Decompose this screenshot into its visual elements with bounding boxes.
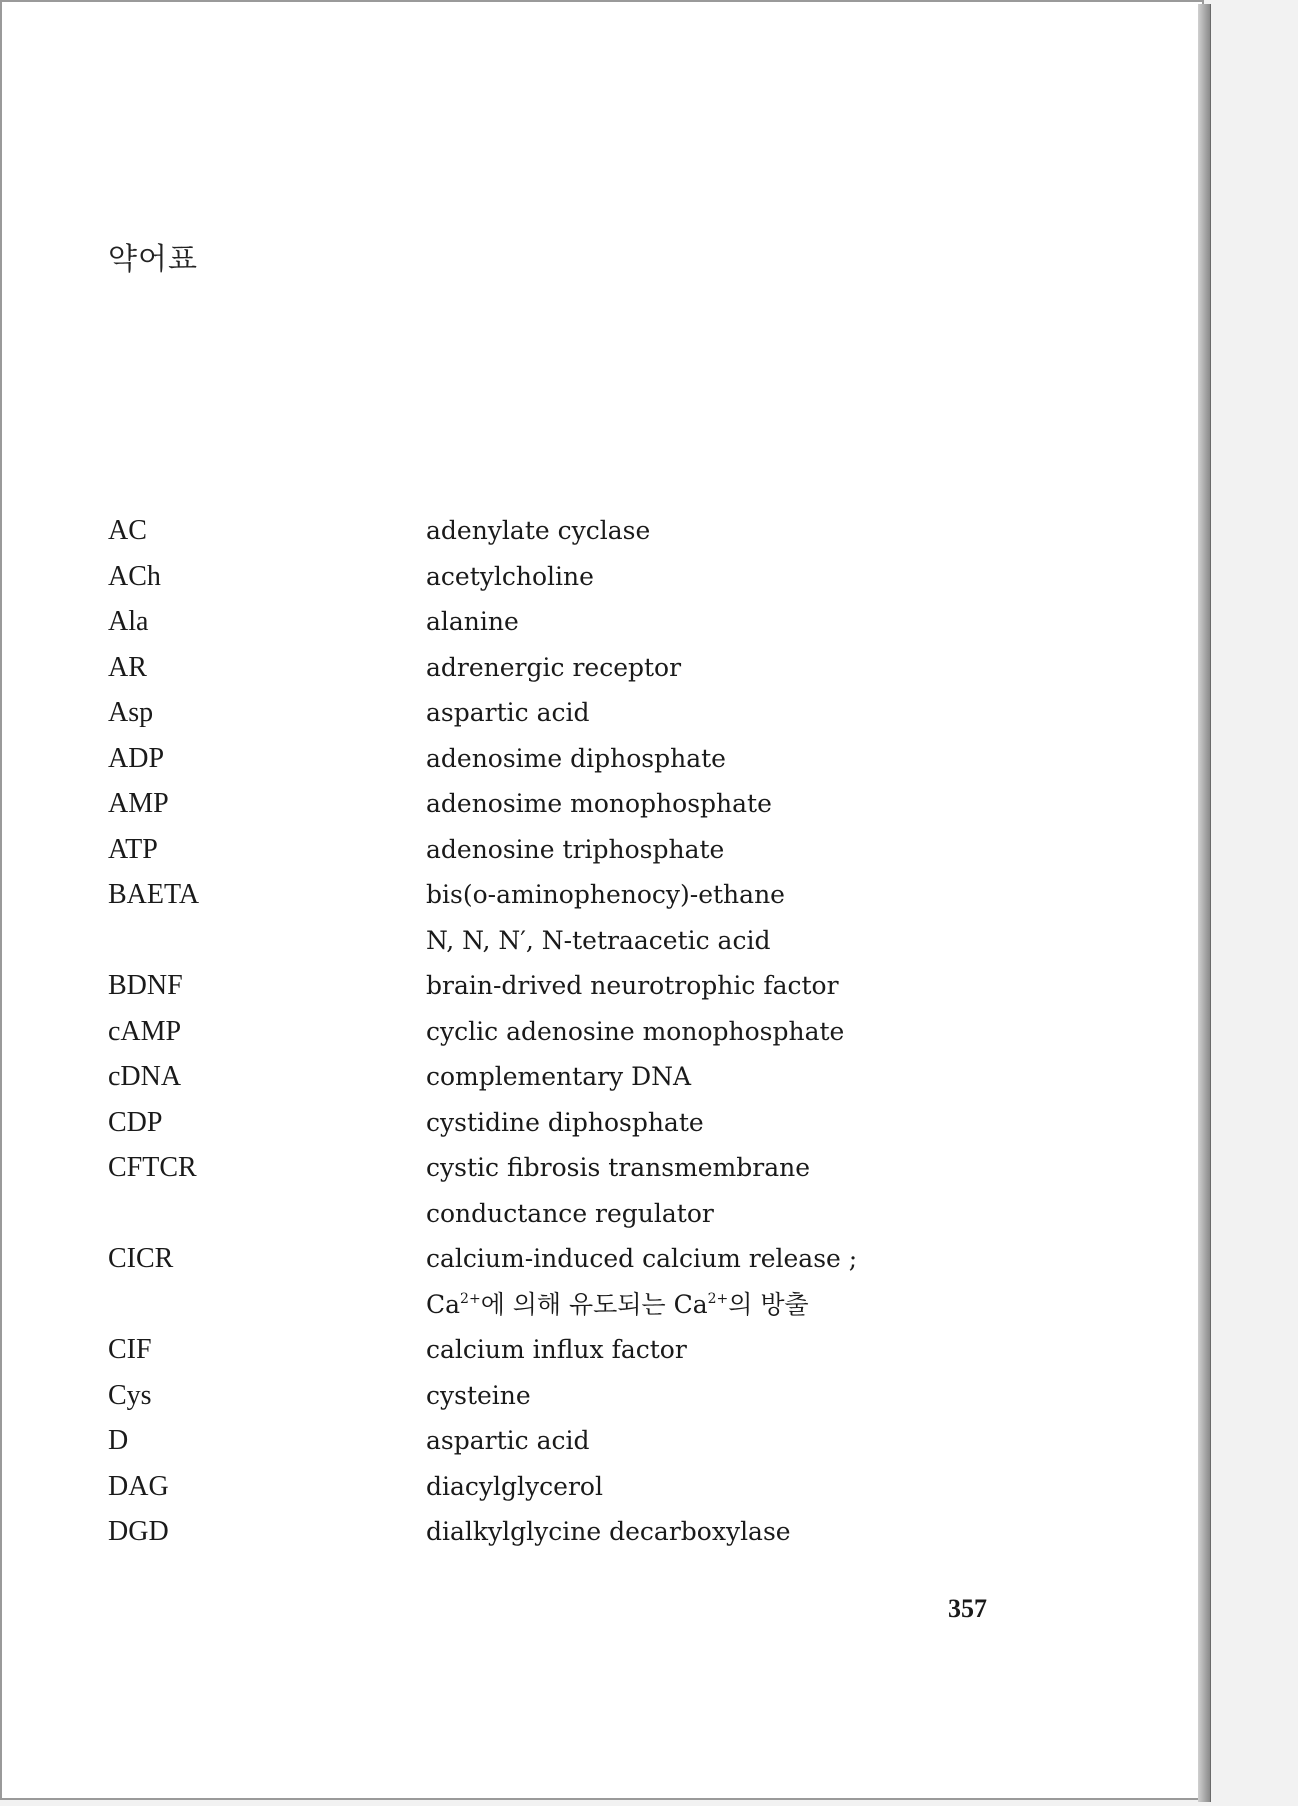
list-item [108,1373,1008,1419]
list-item [108,872,1008,963]
list-item [108,1418,1008,1464]
list-item [108,1100,1008,1146]
page-edge-shadow [1198,4,1211,1802]
definition-continued: N, N, N′, N-tetraacetic acid [426,925,771,955]
abbreviation-list [108,508,1008,1555]
definition: acetylcholine [426,561,594,591]
abbreviation: DAG [108,1470,169,1502]
abbreviation: BAETA [108,879,200,910]
list-item [108,963,1008,1009]
list-item [108,645,1008,691]
list-item [108,736,1008,782]
page-number: 357 [948,1594,987,1623]
ca-text: Ca [426,1289,461,1319]
list-item [108,1464,1008,1510]
abbreviation: Asp [108,697,154,728]
definition: brain-drived neurotrophic factor [426,971,839,1000]
abbreviation: AC [108,515,147,546]
abbreviation: ADP [108,742,165,774]
list-item [108,781,1008,827]
abbreviation: AMP [108,788,169,819]
list-item [108,1509,1008,1555]
list-item [108,1054,1008,1100]
abbreviation: Cys [108,1379,152,1411]
abbreviation: CDP [108,1106,163,1138]
list-item [108,827,1008,873]
list-item [108,599,1008,645]
list-item [108,554,1008,600]
abbreviation: BDNF [108,970,183,1001]
definition: calcium influx factor [426,1335,687,1364]
abbreviation: cAMP [108,1015,182,1047]
definition: complementary DNA [426,1062,692,1091]
abbreviation: D [108,1425,129,1456]
definition: adenosine triphosphate [426,834,725,864]
definition-korean [426,1282,1008,1328]
abbreviation: CICR [108,1243,174,1274]
korean-mid-text: 에 의해 유도되는 Ca [480,1289,708,1319]
definition: calcium-induced calcium release ; [426,1244,858,1273]
list-item [108,508,1008,554]
definition: cystic fibrosis transmembrane [426,1153,811,1182]
definition: alanine [426,607,519,636]
list-item [108,690,1008,736]
definition: adenylate cyclase [426,516,651,545]
definition: cystidine diphosphate [426,1107,704,1137]
page-title: 약어표 [108,242,198,277]
definition: aspartic acid [426,698,590,727]
definition: cyclic adenosine monophosphate [426,1016,845,1046]
definition: adrenergic receptor [426,652,682,682]
abbreviation: ACh [108,560,161,592]
abbreviation: cDNA [108,1061,182,1092]
definition-continued: conductance regulator [426,1198,714,1228]
definition: adenosime diphosphate [426,743,726,773]
abbreviation: AR [108,651,147,683]
definition: dialkylglycine decarboxylase [426,1517,791,1546]
abbreviation: Ala [108,606,149,637]
list-item [108,1145,1008,1236]
definition: aspartic acid [426,1426,590,1455]
definition: adenosime monophosphate [426,789,772,818]
korean-end-text: 의 방출 [728,1289,809,1319]
abbreviation: DGD [108,1516,169,1547]
list-item [108,1327,1008,1373]
list-item [108,1236,1008,1327]
abbreviation: ATP [108,833,158,865]
definition: cysteine [426,1380,531,1410]
list-item [108,1009,1008,1055]
definition: bis(o-aminophenocy)-ethane [426,880,785,909]
charge-superscript: 2+ [707,1290,729,1307]
definition: diacylglycerol [426,1471,603,1501]
abbreviation: CIF [108,1334,152,1365]
abbreviation: CFTCR [108,1152,197,1183]
charge-superscript: 2+ [460,1290,481,1307]
